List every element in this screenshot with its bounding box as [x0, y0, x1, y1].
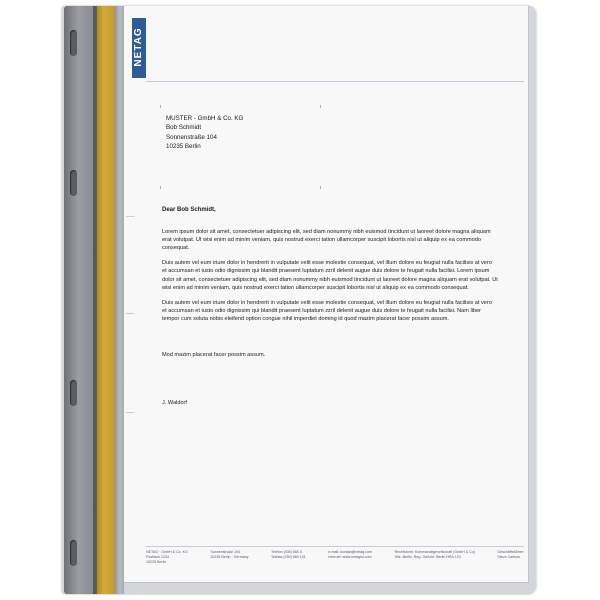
punch-hole: [70, 30, 77, 56]
footer-divider: [146, 546, 524, 547]
footer-column: Sonnenstraße 104 10235 Berlin · Germany: [210, 550, 249, 559]
footer-column: Rechtsform: Kommanditgesellschaft (GmbH & Co) Sitz: Berlin, Reg.-Gericht: Berlin HRA 123: [394, 550, 475, 559]
fold-mark: [126, 412, 134, 413]
address-name: Bob Schmidt: [166, 124, 202, 132]
salutation: Dear Bob Schmidt,: [162, 207, 216, 213]
netag-logo: [132, 18, 146, 78]
footer-column: Telefon (030) 660 0 Telefax (030) 660 101: [271, 550, 306, 559]
paragraph: Duis autem vel eum iriure dolor in hendrerit in vulputate velit esse molestie consequat, vel illum dolore eu feugiat nulla facilisis at vero et accumsan et iusto odio dignissim qui blandit praesent luptatum zzril delenit augue duis dolore te feugait nulla facilisi. Lorem ipsum dolor sit amet, consectetuer adipiscing elit, sed diam nonummy nibh euismod tincidunt ut laoreet dolore magna aliquam erat volutpat. Ut wisi enim ad minim veniam, quis nostrud exerci tation ullamcorper suscipit lobortis nisl ut aliquip ex ea commodo consequat.: [162, 260, 498, 291]
footer-column: NETAG · GmbH & Co. KG Postfach 1234 10235 Berlin: [146, 550, 188, 564]
letter-footer: [146, 550, 524, 570]
punch-hole: [70, 380, 77, 406]
punch-hole: [70, 540, 77, 566]
yellow-label-strip: [96, 6, 115, 594]
logo-text: NETAG: [133, 27, 144, 67]
address-company: MUSTER - GmbH & Co. KG: [166, 115, 244, 122]
closing-line: Mod mazim placerat facer possim assum.: [162, 352, 266, 359]
clear-strip: [114, 6, 124, 594]
footer-column: Geschäftsführer: Steve Carlson: [497, 550, 524, 559]
window-corner-mark: [160, 105, 161, 108]
signature: J. Waldorf: [162, 400, 187, 407]
letter-body: [162, 206, 498, 414]
header-divider: [146, 81, 524, 82]
footer-column: e-mail: kontakt@netag.com Internet: www.netagini.com: [328, 550, 373, 559]
window-corner-mark: [320, 186, 321, 189]
recipient-address: [166, 114, 243, 152]
folder-spine: [64, 6, 96, 594]
punch-mark: [126, 313, 134, 314]
window-corner-mark: [320, 105, 321, 108]
address-city: 10235 Berlin: [166, 143, 201, 151]
fold-mark: [126, 216, 134, 217]
window-corner-mark: [160, 186, 161, 189]
paragraph: Lorem ipsum dolor sit amet, consectetuer adipiscing elit, sed diam nonummy nibh euismod tincidunt ut laoreet dolore magna aliquam erat volutpat. Ut wisi enim ad minim veniam, quis nostrud exerci tation ullamcorper suscipit lobortis nisl ut aliquip ex ea commodo consequat.: [162, 229, 491, 252]
punch-hole: [70, 170, 77, 196]
address-street: Sonnenstraße 104: [166, 133, 217, 141]
paragraph: Duis autem vel eum iriure dolor in hendrerit in vulputate velit esse molestie consequat, vel illum dolore eu feugiat nulla facilisis at vero et accumsan et iusto odio dignissim qui blandit praesent luptatum zzril delenit augue duis dolore te feugait nulla facilisi. Nam liber tempor cum soluta nobis eleifend option congue nihil imperdiet doming id quod mazim placerat facer possim assum.: [162, 299, 492, 322]
